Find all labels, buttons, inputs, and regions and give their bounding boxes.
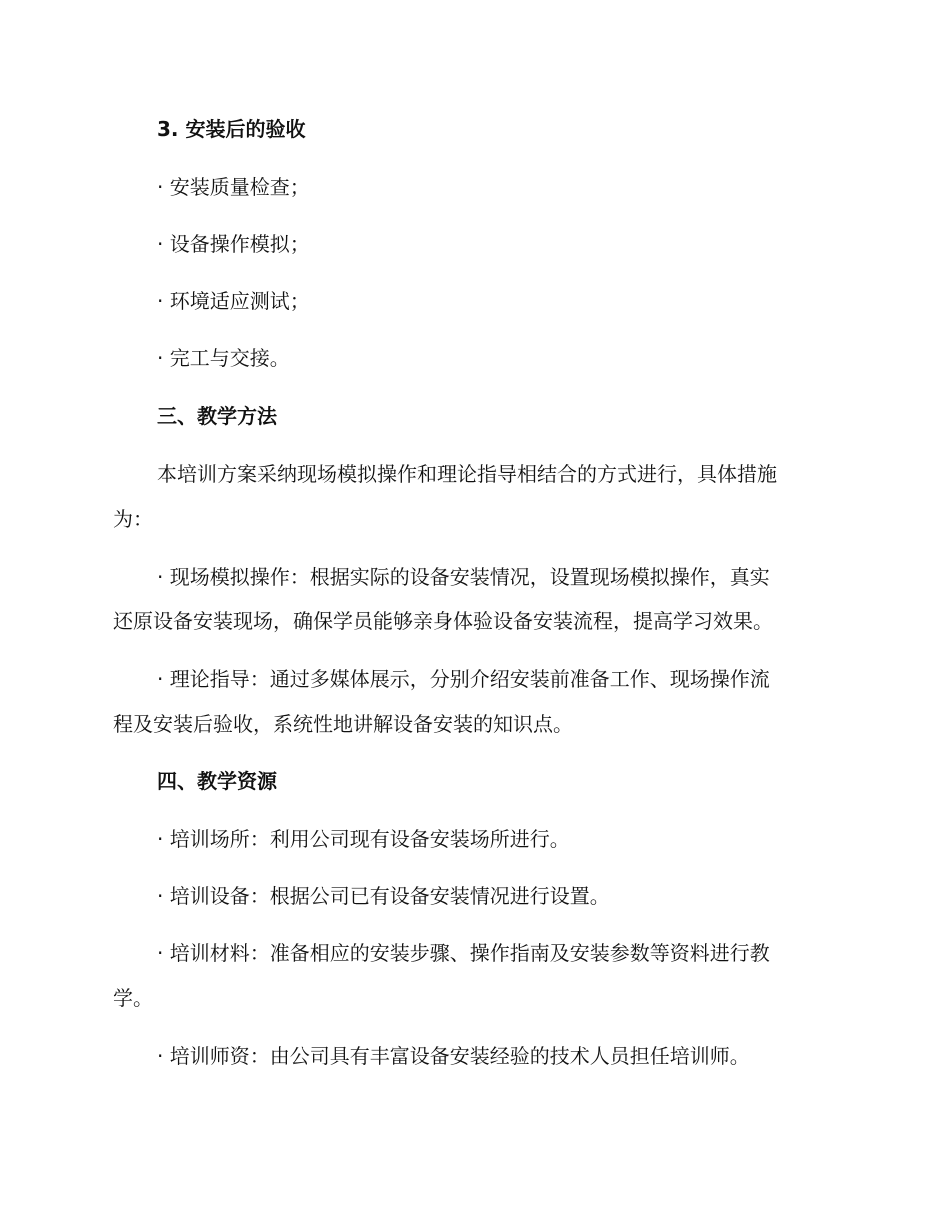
paragraph-line: 为： bbox=[113, 507, 153, 531]
paragraph-line: · 理论指导：通过多媒体展示，分别介绍安装前准备工作、现场操作流 bbox=[157, 667, 770, 691]
list-item: · 培训设备：根据公司已有设备安装情况进行设置。 bbox=[157, 884, 610, 908]
list-item: · 环境适应测试； bbox=[157, 289, 310, 313]
list-item: · 完工与交接。 bbox=[157, 346, 290, 370]
paragraph-line: 本培训方案采纳现场模拟操作和理论指导相结合的方式进行，具体措施 bbox=[157, 462, 777, 486]
paragraph-line: · 培训材料：准备相应的安装步骤、操作指南及安装参数等资料进行教 bbox=[157, 941, 770, 965]
list-item: · 培训师资：由公司具有丰富设备安装经验的技术人员担任培训师。 bbox=[157, 1044, 750, 1068]
section-heading-teaching-methods: 三、教学方法 bbox=[157, 404, 277, 428]
list-item: · 培训场所：利用公司现有设备安装场所进行。 bbox=[157, 827, 570, 851]
section-heading-acceptance: 3. 安装后的验收 bbox=[157, 117, 306, 141]
paragraph-line: 学。 bbox=[113, 986, 153, 1010]
list-item: · 安装质量检查； bbox=[157, 175, 310, 199]
paragraph-line: 还原设备安装现场，确保学员能够亲身体验设备安装流程，提高学习效果。 bbox=[113, 609, 773, 633]
paragraph-line: 程及安装后验收，系统性地讲解设备安装的知识点。 bbox=[113, 712, 573, 736]
paragraph-line: · 现场模拟操作：根据实际的设备安装情况，设置现场模拟操作，真实 bbox=[157, 565, 770, 589]
section-heading-teaching-resources: 四、教学资源 bbox=[157, 769, 277, 793]
list-item: · 设备操作模拟； bbox=[157, 232, 310, 256]
